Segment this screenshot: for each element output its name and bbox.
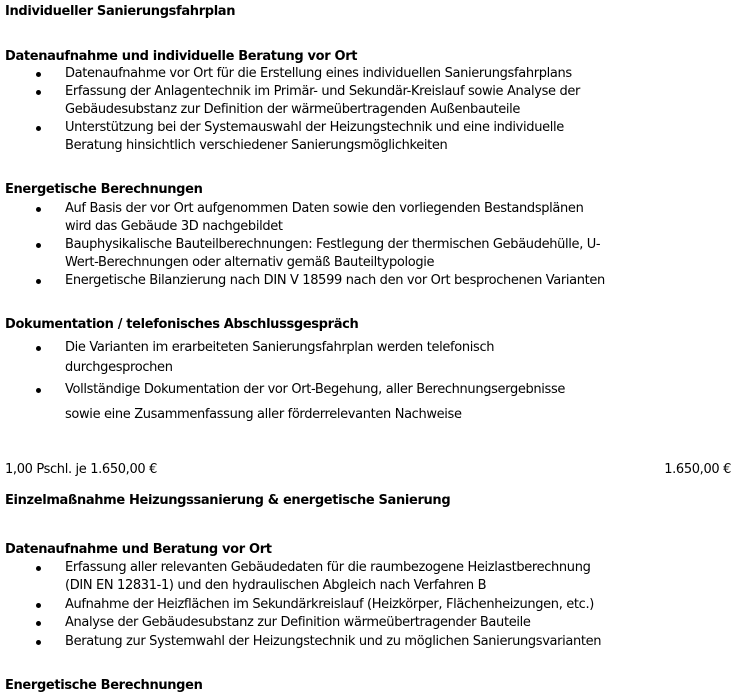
bullet [36, 566, 41, 571]
group-heading: Dokumentation / telefonisches Abschlussgespräch [5, 317, 359, 332]
list-item: Beratung zur Systemwahl der Heizungstechnik und zu möglichen Sanierungsvarianten [65, 634, 602, 649]
bullet [36, 207, 41, 212]
list-item: Die Varianten im erarbeiteten Sanierungsfahrplan werden telefonisch [65, 340, 495, 355]
group-heading: Datenaufnahme und Beratung vor Ort [5, 542, 272, 557]
list-item: Auf Basis der vor Ort aufgenommen Daten sowie den vorliegenden Bestandsplänen [65, 201, 584, 216]
bullet [36, 603, 41, 608]
list-item: Analyse der Gebäudesubstanz zur Definition wärmeübertragender Bauteile [65, 615, 531, 630]
section-title: Individueller Sanierungsfahrplan [5, 4, 236, 19]
bullet [36, 243, 41, 248]
bullet [36, 346, 41, 351]
bullet [36, 126, 41, 131]
bullet [36, 72, 41, 77]
list-item-cont: durchgesprochen [65, 360, 173, 375]
bullet [36, 90, 41, 95]
list-item: Erfassung aller relevanten Gebäudedaten für die raumbezogene Heizlastberechnung [65, 560, 591, 575]
list-item-cont: sowie eine Zusammenfassung aller förderrelevanten Nachweise [65, 407, 462, 422]
list-item: Vollständige Dokumentation der vor Ort-Begehung, aller Berechnungsergebnisse [65, 382, 566, 397]
bullet [36, 279, 41, 284]
bullet [36, 621, 41, 626]
list-item-cont: (DIN EN 12831-1) und den hydraulischen Abgleich nach Verfahren B [65, 578, 487, 593]
bullet [36, 640, 41, 645]
bullet [36, 388, 41, 393]
section-title: Einzelmaßnahme Heizungssanierung & energetische Sanierung [5, 493, 451, 508]
list-item-cont: Wert-Berechnungen oder alternativ gemäß Bauteiltypologie [65, 255, 435, 270]
list-item: Aufnahme der Heizflächen im Sekundärkreislauf (Heizkörper, Flächenheizungen, etc.) [65, 597, 594, 612]
group-heading: Energetische Berechnungen [5, 182, 203, 197]
list-item: Unterstützung bei der Systemauswahl der Heizungstechnik und eine individuelle [65, 120, 564, 135]
list-item: Energetische Bilanzierung nach DIN V 18599 nach den vor Ort besprochenen Varianten [65, 273, 605, 288]
group-heading: Energetische Berechnungen [5, 678, 203, 693]
list-item-cont: wird das Gebäude 3D nachgebildet [65, 219, 283, 234]
list-item: Erfassung der Anlagentechnik im Primär- und Sekundär-Kreislauf sowie Analyse der [65, 84, 581, 99]
list-item: Datenaufnahme vor Ort für die Erstellung eines individuellen Sanierungsfahrplans [65, 66, 572, 81]
price-quantity: 1,00 Pschl. je 1.650,00 € [5, 462, 158, 477]
list-item-cont: Gebäudesubstanz zur Definition der wärmeübertragenden Außenbauteile [65, 102, 521, 117]
price-total: 1.650,00 € [664, 462, 731, 477]
list-item: Bauphysikalische Bauteilberechnungen: Festlegung der thermischen Gebäudehülle, U- [65, 237, 601, 252]
group-heading: Datenaufnahme und individuelle Beratung vor Ort [5, 49, 358, 64]
list-item-cont: Beratung hinsichtlich verschiedener Sanierungsmöglichkeiten [65, 138, 448, 153]
